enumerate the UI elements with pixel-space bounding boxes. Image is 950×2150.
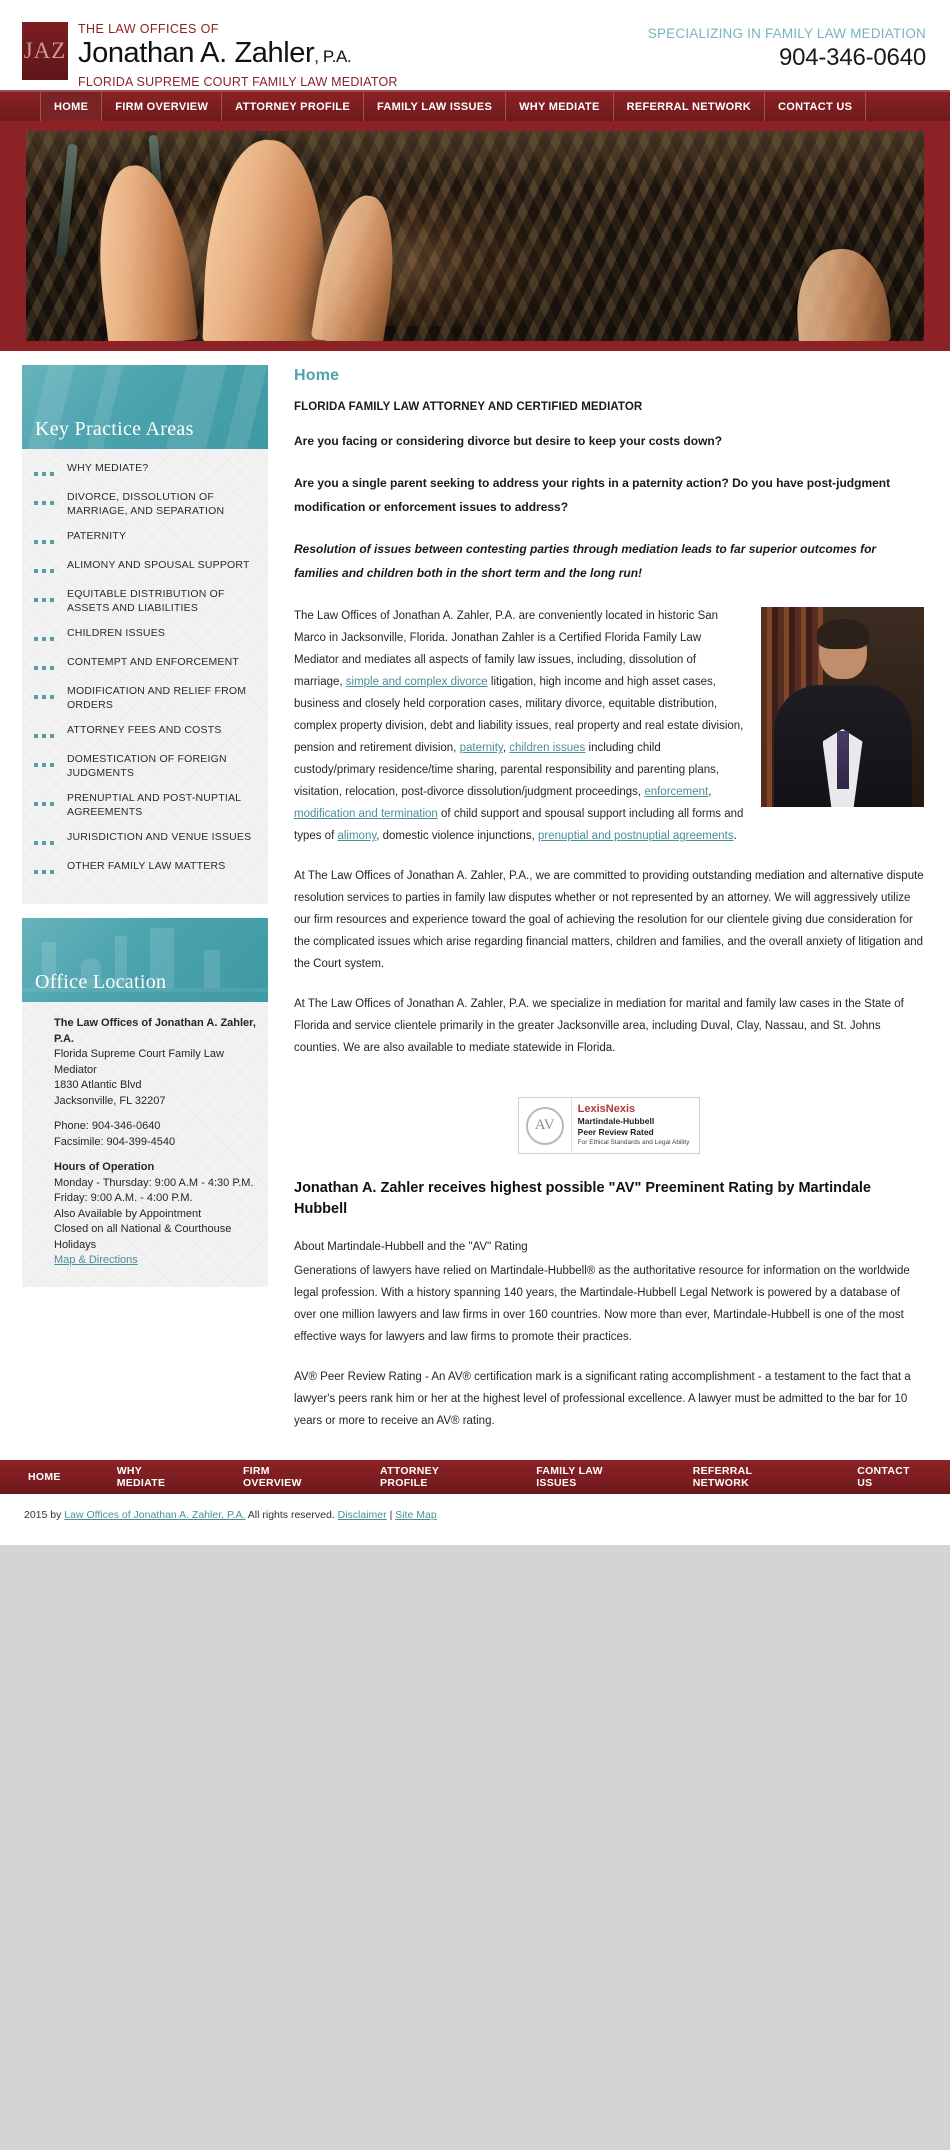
list-item[interactable] [34,655,256,673]
main-content [268,351,950,1460]
copyright-prefix: 2015 by [24,1509,65,1521]
practice-areas-title: Key Practice Areas [35,418,194,440]
bullet-dots-icon [34,655,58,673]
bullet-dots-icon [34,587,58,615]
portrait-hair [817,619,869,649]
office-location-title: Office Location [35,971,167,993]
practice-link-other-matters[interactable]: OTHER FAMILY LAW MATTERS [67,860,226,872]
bullet-dots-icon [34,558,58,576]
brand-name-text: Jonathan A. Zahler [78,37,315,69]
practice-link-domestication[interactable]: DOMESTICATION OF FOREIGN JUDGMENTS [67,753,227,779]
primary-navigation [0,90,950,121]
copyright-mid: All rights reserved. [245,1509,338,1521]
nav-item-contact-us[interactable]: CONTACT US [765,92,866,121]
map-directions-link[interactable]: Map & Directions [54,1254,138,1266]
nav-item-firm-overview[interactable]: FIRM OVERVIEW [102,92,222,121]
nav-item-family-law-issues[interactable]: FAMILY LAW ISSUES [364,92,506,121]
list-item[interactable] [34,684,256,712]
practice-link-jurisdiction[interactable]: JURISDICTION AND VENUE ISSUES [67,831,252,843]
bullet-dots-icon [34,626,58,644]
bio-paragraph-2: At The Law Offices of Jonathan A. Zahler, P.A., we are committed to providing outstanding mediation and alternative dispute resolution services to parties in family law disputes whether or not represented by an attorney. We will aggressively utilize our firm resources and experience toward the goal of achieving the resolution for our clientele giving due consideration for the complicated issues which arise regarding financial matters, children and families, and the overall anxiety of litigation and the Court system. [294,870,924,970]
lead-question-2: Are you a single parent seeking to address your rights in a paternity action? Do you have post-judgment modification or enforcement issues to address? [294,476,891,514]
office-hours-appointment: Also Available by Appointment [54,1207,202,1220]
practice-link-paternity[interactable]: PATERNITY [67,530,127,542]
link-prenuptial-postnuptial[interactable]: prenuptial and postnuptial agreements [537,830,734,842]
footer-nav-contact-us[interactable]: CONTACT US [857,1465,910,1489]
link-paternity[interactable]: paternity [459,742,503,754]
page-content [0,351,950,1460]
practice-link-why-mediate[interactable]: WHY MEDIATE? [67,462,149,474]
av-seal-icon [519,1098,571,1153]
brand-line-3: FLORIDA SUPREME COURT FAMILY LAW MEDIATOR [78,75,398,89]
brand-logo[interactable] [22,22,398,90]
footer-separator: | [386,1509,396,1521]
footer-nav-family-law-issues[interactable]: FAMILY LAW ISSUES [536,1465,603,1489]
header-tagline: SPECIALIZING IN FAMILY LAW MEDIATION [647,26,926,41]
av-ring: AV [526,1107,564,1145]
bio-paragraph-3: At The Law Offices of Jonathan A. Zahler, P.A. we specialize in mediation for marital and family law cases in the State of Florida and service clientele primarily in the greater Jacksonville area, including Duval, Clay, Nassau, and St. Johns counties. We are also available to mediate statewide in Florida. [294,998,904,1054]
practice-link-equitable-distribution[interactable]: EQUITABLE DISTRIBUTION OF ASSETS AND LIABILITIES [67,588,225,614]
list-item[interactable] [34,791,256,819]
office-credential: Florida Supreme Court Family Law Mediator [54,1048,224,1076]
badge-line-martindale: Martindale-Hubbell [577,1116,655,1126]
bullet-dots-icon [34,684,58,712]
bio-text-f: of child support and spousal support including all forms and types of [294,808,744,842]
office-hours-friday: Friday: 9:00 A.M. - 4:00 P.M. [54,1192,193,1204]
portrait-tie [837,731,849,789]
brand-line-1: THE LAW OFFICES OF [78,22,219,36]
practice-link-alimony[interactable]: ALIMONY AND SPOUSAL SUPPORT [67,559,250,571]
office-citystate: Jacksonville, FL 32207 [54,1094,166,1107]
link-simple-complex-divorce[interactable]: simple and complex divorce [345,676,488,688]
lead-italic-statement: Resolution of issues between contesting parties through mediation leads to far superior outcomes for families and children both in the short term and the long run! [294,542,877,580]
sidebar [0,351,268,1460]
practice-areas-list [34,461,256,877]
list-item[interactable] [34,859,256,877]
av-about-line: About Martindale-Hubbell and the "AV" Rating [294,1241,528,1253]
list-item[interactable] [34,723,256,741]
office-location-header [22,918,268,1002]
footer-nav-firm-overview[interactable]: FIRM OVERVIEW [242,1465,302,1489]
martindale-hubbell-badge [518,1097,701,1154]
office-firm-name: The Law Offices of Jonathan A. Zahler, P.A. [54,1017,256,1045]
badge-line-standards: For Ethical Standards and Legal Ability [577,1139,690,1146]
header-phone[interactable]: 904-346-0640 [778,44,926,71]
list-item[interactable] [34,529,256,547]
nav-item-attorney-profile[interactable]: ATTORNEY PROFILE [222,92,364,121]
office-location-body [22,1002,268,1287]
attorney-portrait-photo [761,607,924,807]
hero-banner-frame [0,121,950,351]
practice-areas-body [22,449,268,904]
footer-nav-why-mediate[interactable]: WHY MEDIATE [116,1465,166,1489]
list-item[interactable] [34,558,256,576]
brand-text [78,22,398,90]
office-phone: Phone: 904-346-0640 [54,1120,161,1132]
copyright-block [0,1494,950,1545]
practice-link-prenuptial[interactable]: PRENUPTIAL AND POST-NUPTIAL AGREEMENTS [67,792,241,818]
bio-text-g: , domestic violence injunctions, [376,830,538,842]
bio-text-a: The Law Offices of Jonathan A. Zahler, P.A. are conveniently located in historic San Marco in Jacksonville, Florida. Jonathan Zahler is a Certified Florida Family Law Mediator and mediates all aspects of family law issues, including, dissolution of marriage, [294,610,719,688]
bullet-dots-icon [34,791,58,819]
bullet-dots-icon [34,723,58,741]
practice-areas-panel [22,365,268,904]
brand-name [78,37,398,73]
office-hours-weekday: Monday - Thursday: 9:00 A.M - 4:30 P.M. [54,1176,254,1189]
bullet-dots-icon [34,461,58,479]
list-item[interactable] [34,752,256,780]
av-paragraph-3: AV® Peer Review Rating - An AV® certification mark is a significant rating accomplishment - a testament to the fact that a lawyer's peers rank him or her at the highest level of professional excellence. A lawyer must be admitted to the bar for 10 years or more to receive an AV® rating. [294,1371,911,1427]
bio-text-e: , [708,786,712,798]
office-fax: Facsimile: 904-399-4540 [54,1135,176,1148]
link-enforcement[interactable]: enforcement [644,786,709,798]
bio-text-d: including child custody/primary residence/time sharing, parental responsibility and parenting plans, visitation, relocation, post-divorce dissolution/judgment proceedings, [294,742,720,798]
practice-link-divorce[interactable]: DIVORCE, DISSOLUTION OF MARRIAGE, AND SEPARATION [67,491,225,517]
link-alimony[interactable]: alimony [337,830,377,842]
footer-nav-home[interactable]: HOME [28,1471,61,1483]
bio-section [294,605,924,1077]
av-paragraph-2: Generations of lawyers have relied on Martindale-Hubbell® as the authoritative resource for information on the worldwide legal profession. With a history spanning 140 years, the Martindale-Hubbell Legal Network is powered by a database of over one million lawyers and law firms in over 160 countries. Now more than ever, Martindale-Hubbell is one of the most effective ways for lawyers and law firms to promote their practices. [294,1265,910,1343]
bullet-dots-icon [34,830,58,848]
list-item[interactable] [34,626,256,644]
practice-link-attorney-fees[interactable]: ATTORNEY FEES AND COSTS [67,724,222,736]
office-street: 1830 Atlantic Blvd [54,1079,142,1091]
badge-line-peer-review: Peer Review Rated [577,1127,654,1137]
list-item[interactable] [34,490,256,518]
practice-link-contempt[interactable]: CONTEMPT AND ENFORCEMENT [67,656,240,668]
martindale-badge-row [294,1097,924,1154]
page-subheading: FLORIDA FAMILY LAW ATTORNEY AND CERTIFIED MEDIATOR [294,401,643,413]
list-item[interactable] [34,830,256,848]
lexisnexis-brand: LexisNexis [577,1103,636,1115]
nav-item-referral-network[interactable]: REFERRAL NETWORK [614,92,765,121]
sitemap-link[interactable]: Site Map [395,1509,437,1521]
link-children-issues[interactable]: children issues [509,742,586,754]
bullet-dots-icon [34,529,58,547]
practice-link-children-issues[interactable]: CHILDREN ISSUES [67,627,166,639]
footer-navigation [0,1460,950,1494]
disclaimer-link[interactable]: Disclaimer [337,1509,387,1521]
bio-text-c: , [502,742,510,754]
logo-monogram: JAZ [22,22,68,80]
link-modification-termination[interactable]: modification and termination [294,808,438,820]
office-location-panel [22,918,268,1287]
header-contact [648,26,926,72]
hero-scene [26,131,924,341]
bullet-dots-icon [34,752,58,780]
footer-nav-attorney-profile[interactable]: ATTORNEY PROFILE [380,1465,440,1489]
copyright-firm-link[interactable]: Law Offices of Jonathan A. Zahler, P.A. [64,1509,246,1521]
bullet-dots-icon [34,490,58,518]
nav-item-why-mediate[interactable]: WHY MEDIATE [506,92,614,121]
page-title: Home [294,367,340,384]
bio-text-b: litigation, high income and high asset cases, business and closely held corporation cases, military divorce, equitable distribution, complex property division, debt and liability issues, real property and real estate division, pension and retirement division, [294,676,744,754]
hero-image [26,131,924,341]
brand-suffix: , P.A. [314,47,352,66]
office-hours-title: Hours of Operation [54,1161,155,1173]
nav-item-home[interactable]: HOME [40,92,102,121]
badge-text [571,1098,700,1153]
site-header [0,0,950,90]
av-rating-heading: Jonathan A. Zahler receives highest possible "AV" Preeminent Rating by Martindale Hubbell [294,1180,871,1217]
practice-link-modification[interactable]: MODIFICATION AND RELIEF FROM ORDERS [67,685,247,711]
bullet-dots-icon [34,859,58,877]
bio-text-h: . [733,830,737,842]
list-item[interactable] [34,461,256,479]
footer-nav-referral-network[interactable]: REFERRAL NETWORK [692,1465,753,1489]
lead-question-1: Are you facing or considering divorce but desire to keep your costs down? [294,434,723,448]
list-item[interactable] [34,587,256,615]
practice-areas-header [22,365,268,449]
office-hours-holidays: Closed on all National & Courthouse Holidays [54,1223,232,1251]
